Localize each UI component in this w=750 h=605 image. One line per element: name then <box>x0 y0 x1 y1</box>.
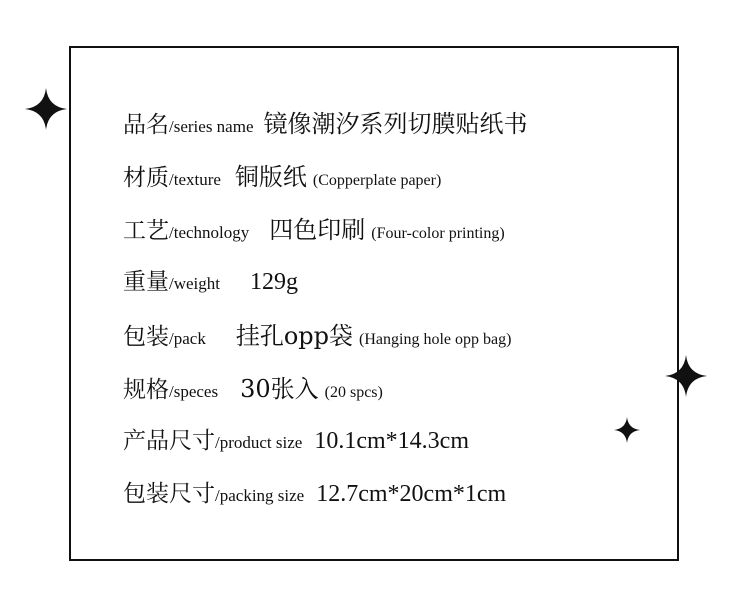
spec-label-zh: 材质 <box>123 165 169 191</box>
spec-value-en: (Four-color printing) <box>371 225 505 242</box>
spec-label-en: /pack <box>169 329 206 348</box>
spec-row-weight <box>123 263 528 316</box>
spec-value-en: (20 spcs) <box>324 384 383 401</box>
spec-value: 30张入 <box>240 375 319 403</box>
spec-value: 10.1cm*14.3cm <box>314 428 469 454</box>
spec-row-series-name <box>123 104 528 157</box>
spec-row-packing-size <box>123 475 528 528</box>
spec-value: 四色印刷 <box>269 216 366 244</box>
spec-value-en: (Copperplate paper) <box>312 172 442 189</box>
spec-label-en: /weight <box>169 274 220 293</box>
spec-label-en: /technology <box>169 223 250 242</box>
sparkle-left-icon <box>25 86 67 132</box>
spec-value: 挂孔opp袋 <box>235 322 354 350</box>
spec-value: 12.7cm*20cm*1cm <box>316 481 507 507</box>
sparkle-small-icon <box>614 416 640 444</box>
spec-label-zh: 工艺 <box>123 218 169 244</box>
spec-row-texture <box>123 157 528 210</box>
spec-value: 镜像潮汐系列切膜贴纸书 <box>263 110 528 138</box>
spec-row-product-size <box>123 422 528 475</box>
spec-label-en: /packing size <box>215 486 305 505</box>
spec-label-en: /series name <box>169 117 254 136</box>
spec-value-en: (Hanging hole opp bag) <box>359 331 512 348</box>
spec-value: 铜版纸 <box>234 163 307 191</box>
spec-label-zh: 包装 <box>123 324 169 350</box>
spec-row-pack <box>123 316 528 369</box>
spec-value: 129g <box>250 269 298 295</box>
spec-list <box>123 104 528 528</box>
spec-label-zh: 重量 <box>123 269 169 295</box>
spec-label-zh: 产品尺寸 <box>123 428 215 454</box>
spec-row-speces <box>123 369 528 422</box>
spec-label-zh: 包装尺寸 <box>123 481 215 507</box>
spec-label-en: /texture <box>169 170 221 189</box>
spec-label-en: /product size <box>215 433 303 452</box>
spec-label-en: /speces <box>169 382 219 401</box>
spec-label-zh: 品名 <box>123 112 169 138</box>
spec-row-technology <box>123 210 528 263</box>
sparkle-right-icon <box>665 353 707 399</box>
spec-label-zh: 规格 <box>123 377 169 403</box>
